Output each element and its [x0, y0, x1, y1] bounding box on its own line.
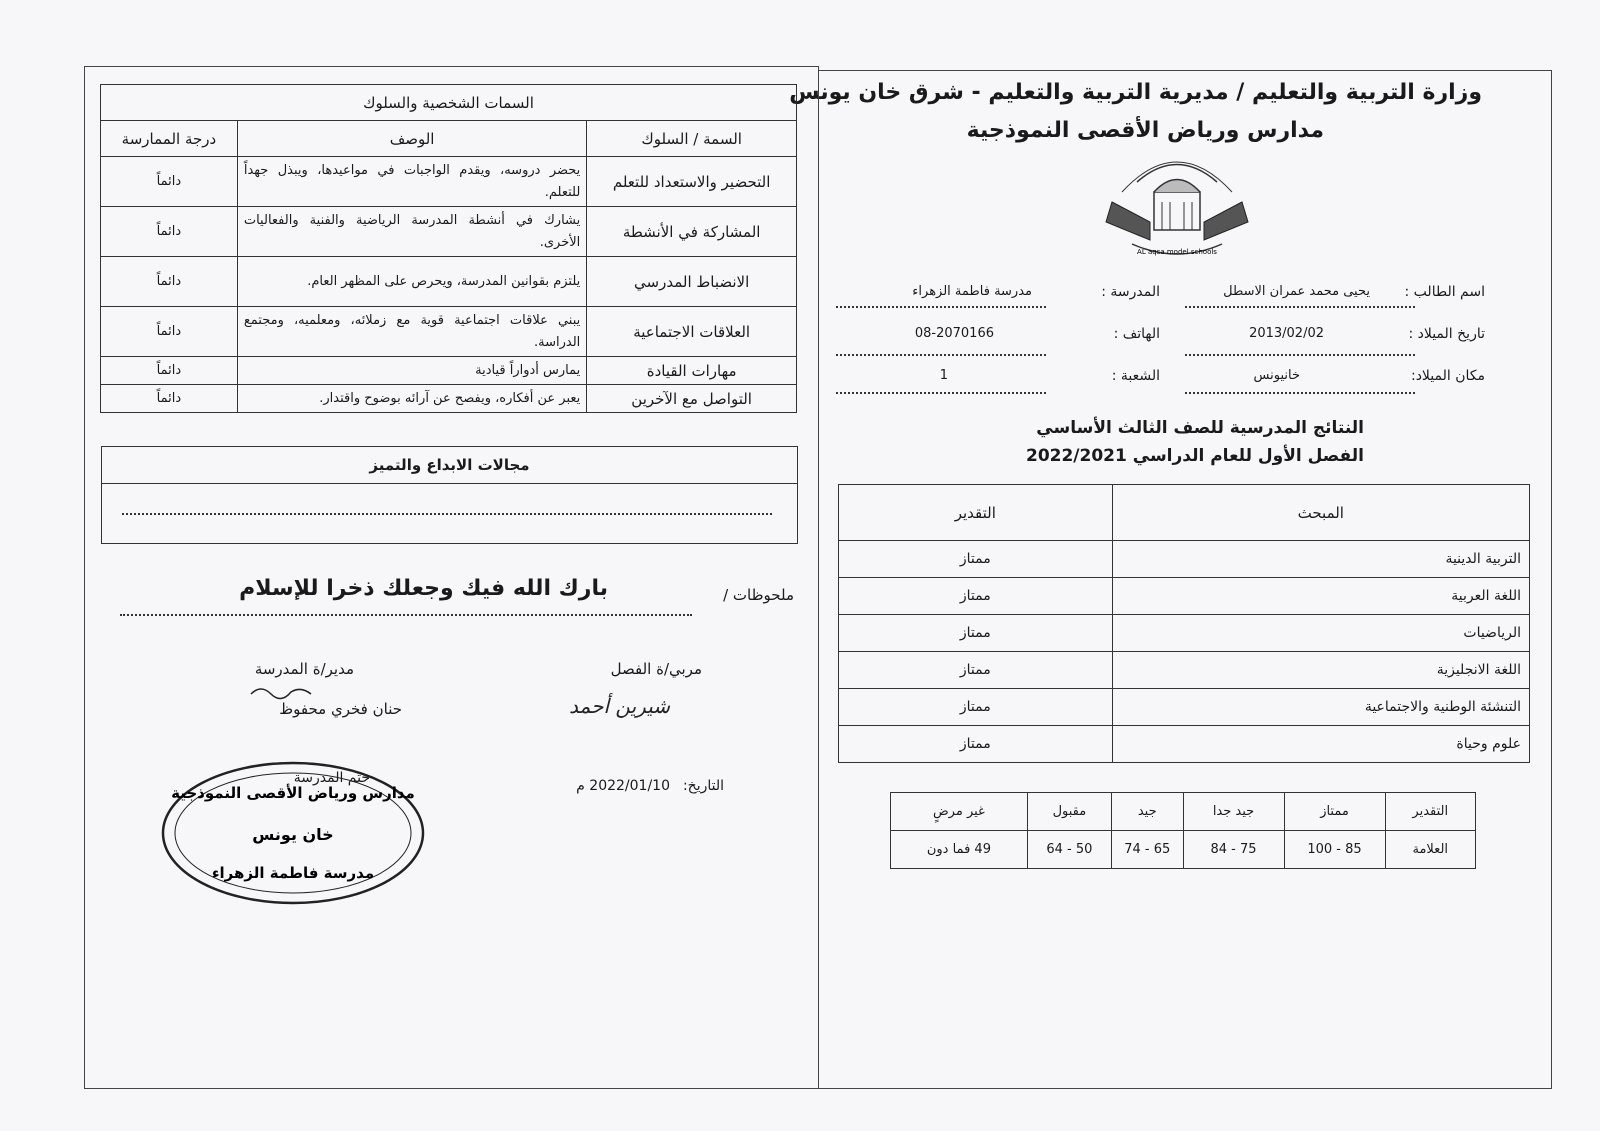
section-label: الشعبة : — [1111, 368, 1160, 384]
birth-date-value: 2013/02/02 — [1249, 326, 1324, 341]
scale-grade-row — [891, 793, 1476, 831]
table-row — [839, 541, 1530, 578]
degree-cell: دائماً — [101, 157, 238, 207]
degree-cell: دائماً — [101, 307, 238, 357]
teacher-signature: شيرين أحمد — [569, 694, 670, 718]
stamp-bottom-text: مدرسة فاطمة الزهراء — [211, 864, 375, 882]
subject-cell: اللغة الانجليزية — [1112, 652, 1529, 689]
subject-cell: التنشئة الوطنية والاجتماعية — [1112, 689, 1529, 726]
scale-grade: جيد جدا — [1183, 793, 1284, 831]
birth-place-label: مكان الميلاد: — [1410, 368, 1485, 384]
scale-range: 50 - 64 — [1027, 831, 1111, 869]
grade-cell: ممتاز — [839, 652, 1113, 689]
school-label: المدرسة : — [1101, 284, 1160, 300]
desc-cell: يمارس أدواراً قيادية — [237, 357, 586, 385]
student-name-label: اسم الطالب : — [1404, 284, 1485, 300]
phone-value: 08-2070166 — [914, 326, 994, 341]
scale-range: 85 - 100 — [1284, 831, 1385, 869]
behavior-header-row — [101, 121, 797, 157]
scale-range: 75 - 84 — [1183, 831, 1284, 869]
principal-signature-mark — [246, 682, 316, 702]
grading-scale-table — [890, 792, 1476, 869]
desc-cell: يبني علاقات اجتماعية قوية مع زملائه، ومعلميه، ومجتمع الدراسة. — [237, 307, 586, 357]
table-row — [101, 385, 797, 413]
subject-cell: الرياضيات — [1112, 615, 1529, 652]
school-group-name: مدارس ورياض الأقصى النموذجية — [966, 118, 1324, 143]
behavior-col-trait: السمة / السلوك — [587, 121, 797, 157]
scale-grade: ممتاز — [1284, 793, 1385, 831]
trait-cell: التحضير والاستعداد للتعلم — [587, 157, 797, 207]
results-col-grade: التقدير — [839, 485, 1113, 541]
creativity-box — [101, 446, 798, 544]
behavior-title: السمات الشخصية والسلوك — [101, 85, 797, 121]
stamp-top-text: مدارس ورياض الأقصى النموذجية — [171, 784, 415, 802]
desc-cell: يشارك في أنشطة المدرسة الرياضية والفنية والفعاليات الأخرى. — [237, 207, 586, 257]
scale-range-row — [891, 831, 1476, 869]
table-row — [101, 307, 797, 357]
teacher-label: مربي/ة الفصل — [610, 660, 702, 678]
grade-cell: ممتاز — [839, 578, 1113, 615]
desc-cell: يحضر دروسه، ويقدم الواجبات في مواعيدها، ويبذل جهداً للتعلم. — [237, 157, 586, 207]
table-row — [839, 615, 1530, 652]
logo-caption: AL aqsa model schools — [1137, 248, 1217, 256]
trait-cell: الانضباط المدرسي — [587, 257, 797, 307]
desc-cell: يعبر عن أفكاره، ويفصح عن آرائه بوضوح واقتدار. — [237, 385, 586, 413]
results-col-subject: المبحث — [1112, 485, 1529, 541]
behavior-col-degree: درجة الممارسة — [101, 121, 238, 157]
scale-row1-label: التقدير — [1385, 793, 1475, 831]
scale-row2-label: العلامة — [1385, 831, 1475, 869]
degree-cell: دائماً — [101, 357, 238, 385]
scale-grade: جيد — [1111, 793, 1183, 831]
creativity-title: مجالات الابداع والتميز — [102, 447, 797, 484]
scale-range: 49 فما دون — [891, 831, 1028, 869]
scale-grade: مقبول — [1027, 793, 1111, 831]
principal-name: حنان فخري محفوظ — [279, 700, 402, 718]
table-row — [101, 257, 797, 307]
stamp-middle-text: خان يونس — [252, 825, 334, 844]
table-row — [839, 726, 1530, 763]
ministry-line: وزارة التربية والتعليم / مديرية التربية والتعليم - شرق خان يونس — [789, 80, 1482, 105]
results-header-row — [839, 485, 1530, 541]
date-label: التاريخ: — [682, 778, 724, 794]
table-row — [101, 357, 797, 385]
table-row — [839, 652, 1530, 689]
trait-cell: المشاركة في الأنشطة — [587, 207, 797, 257]
degree-cell: دائماً — [101, 257, 238, 307]
birth-place-value: خانيونس — [1253, 368, 1300, 383]
grade-cell: ممتاز — [839, 541, 1113, 578]
behavior-title-row — [101, 85, 797, 121]
notes-label: ملحوظات / — [723, 586, 794, 604]
trait-cell: العلاقات الاجتماعية — [587, 307, 797, 357]
desc-cell: يلتزم بقوانين المدرسة، ويحرص على المظهر العام. — [237, 257, 586, 307]
principal-label: مدير/ة المدرسة — [254, 660, 354, 678]
section-value: 1 — [939, 368, 948, 383]
results-table — [838, 484, 1530, 763]
stamp-label: ختم المدرسة — [293, 770, 370, 786]
behavior-table — [100, 84, 797, 413]
results-title-line1: النتائج المدرسية للصف الثالث الأساسي — [1036, 418, 1364, 438]
trait-cell: مهارات القيادة — [587, 357, 797, 385]
grade-cell: ممتاز — [839, 689, 1113, 726]
table-row — [839, 689, 1530, 726]
phone-label: الهاتف : — [1113, 326, 1160, 342]
school-stamp — [158, 758, 428, 908]
results-title-line2: الفصل الأول للعام الدراسي 2022/2021 — [1025, 446, 1364, 466]
subject-cell: علوم وحياة — [1112, 726, 1529, 763]
degree-cell: دائماً — [101, 385, 238, 413]
behavior-col-desc: الوصف — [237, 121, 586, 157]
subject-cell: التربية الدينية — [1112, 541, 1529, 578]
table-row — [101, 207, 797, 257]
notes-text: بارك الله فيك وجعلك ذخرا للإسلام — [239, 576, 608, 601]
table-row — [839, 578, 1530, 615]
birth-date-label: تاريخ الميلاد : — [1408, 326, 1485, 342]
table-row — [101, 157, 797, 207]
school-logo — [1092, 152, 1262, 260]
degree-cell: دائماً — [101, 207, 238, 257]
grade-cell: ممتاز — [839, 615, 1113, 652]
school-value: مدرسة فاطمة الزهراء — [912, 284, 1032, 299]
date-value: 2022/01/10 م — [576, 778, 670, 794]
scale-grade: غير مرضٍ — [891, 793, 1028, 831]
student-name-value: يحيى محمد عمران الاسطل — [1223, 284, 1370, 299]
subject-cell: اللغة العربية — [1112, 578, 1529, 615]
scale-range: 65 - 74 — [1111, 831, 1183, 869]
grade-cell: ممتاز — [839, 726, 1113, 763]
trait-cell: التواصل مع الآخرين — [587, 385, 797, 413]
